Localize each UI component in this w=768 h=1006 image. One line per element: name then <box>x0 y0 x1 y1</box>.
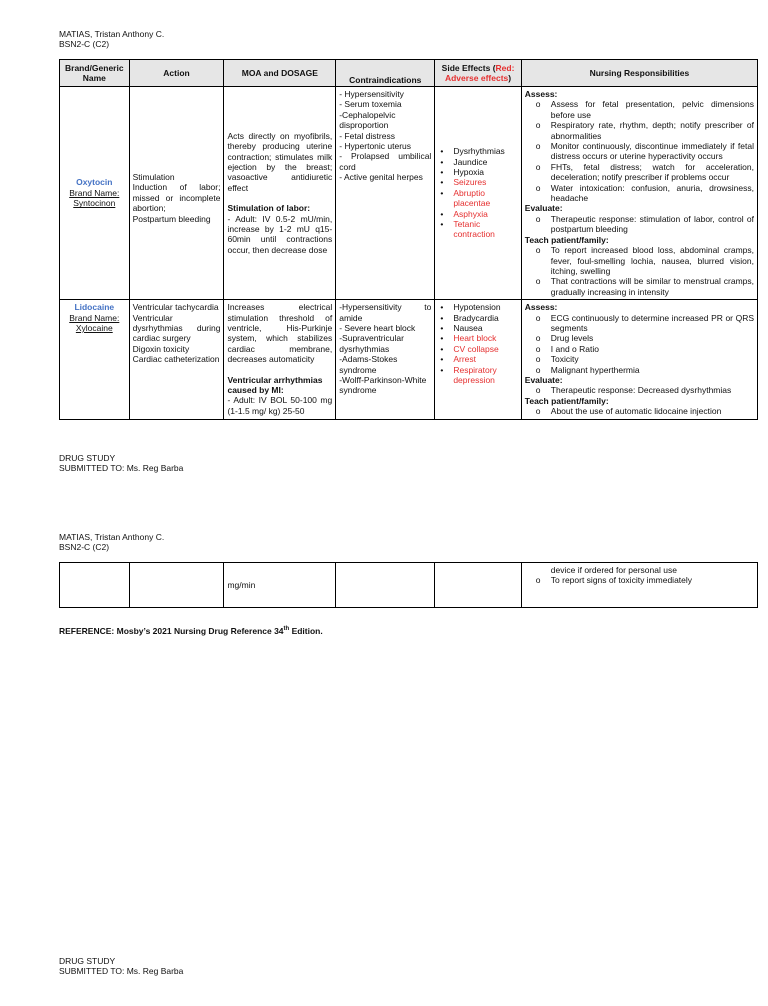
col-brand-generic: Brand/Generic Name <box>60 60 130 87</box>
list-item: o I and o Ratio <box>525 344 754 354</box>
evaluate-label: Evaluate: <box>524 374 563 385</box>
empty-cell <box>435 563 521 608</box>
list-item: o Toxicity <box>525 354 754 364</box>
action-line: Postpartum bleeding <box>132 213 211 224</box>
list-item: o Therapeutic response: Decreased dysrhythmias <box>525 385 754 395</box>
teach-label: Teach patient/family: <box>524 395 609 406</box>
list-item: o To report signs of toxicity immediately <box>525 575 754 585</box>
generic-name: Oxytocin <box>76 177 113 188</box>
lidocaine-nursing-continued <box>521 563 757 608</box>
page2-footer <box>59 956 183 976</box>
reference: REFERENCE: Mosby’s 2021 Nursing Drug Reference 34th Edition. <box>59 626 323 636</box>
action-line: Ventricular tachycardia <box>132 302 219 313</box>
list-item: • Jaundice <box>438 157 517 167</box>
assess-label: Assess: <box>524 89 558 99</box>
list-item: o Malignant hyperthermia <box>525 365 754 375</box>
oxytocin-name-cell <box>60 87 130 300</box>
footer-title: DRUG STUDY <box>59 956 116 966</box>
list-item: • Hypotension <box>438 302 517 312</box>
drug-study-table-continued <box>59 562 758 608</box>
student-section: BSN2-C (C2) <box>59 39 110 49</box>
list-item: -Adams-Stokes syndrome <box>339 354 398 375</box>
dose-text: - Adult: IV 0.5-2 mU/min, increase by 1-2 mU q15-60min until contractions occur, then decrease dose <box>227 213 333 255</box>
list-item: o FHTs, fetal distress; watch for acceleration, deceleration; notify prescriber if problems occur <box>525 162 754 183</box>
dose-title: Stimulation of labor: <box>227 203 311 214</box>
brand-label: Brand Name: <box>69 312 120 323</box>
action-line: Stimulation <box>132 172 175 183</box>
col-action: Action <box>129 60 224 87</box>
list-item: -Wolff-Parkinson-White syndrome <box>339 374 427 396</box>
list-item: • Seizures <box>438 177 517 187</box>
list-item: • Dysrhythmias <box>438 146 517 156</box>
lidocaine-name-cell <box>60 300 130 419</box>
list-item: -Supraventricular dysrhythmias <box>339 333 404 354</box>
oxytocin-nursing-cell <box>521 87 757 300</box>
dose-text: - Adult: IV BOL 50-100 mg (1-1.5 mg/ kg) 25-50 <box>227 395 333 416</box>
table-row-oxytocin <box>60 87 758 300</box>
adverse-legend: Red: Adverse effects <box>444 62 515 83</box>
list-item: o ECG continuously to determine increased PR or QRS segments <box>525 313 754 334</box>
table-row-lidocaine-continued <box>60 563 758 608</box>
page1-header <box>59 29 164 49</box>
list-item: -Cephalopelvic disproportion <box>339 109 396 131</box>
list-item: • Abruptio placentae <box>438 188 517 209</box>
list-item: - Severe heart block <box>339 322 416 333</box>
list-item: • Tetanic contraction <box>438 219 517 240</box>
footer-title: DRUG STUDY <box>59 453 116 463</box>
list-item: • Respiratory depression <box>438 365 517 386</box>
empty-cell <box>129 563 224 608</box>
list-item: o To report increased blood loss, abdominal cramps, fever, foul-smelling lochia, nausea, blurred vision, itching, swelling <box>525 245 754 276</box>
list-item: o Assess for fetal presentation, pelvic dimensions before use <box>525 99 754 120</box>
brand-name: Xylocaine <box>75 322 113 333</box>
student-section: BSN2-C (C2) <box>59 542 110 552</box>
oxytocin-action-cell <box>129 87 224 300</box>
page1-footer <box>59 453 183 473</box>
col-moa-dosage: MOA and DOSAGE <box>224 60 336 87</box>
action-line: Cardiac catheterization <box>132 354 220 365</box>
list-item: o Drug levels <box>525 333 754 343</box>
lidocaine-nursing-cell <box>521 300 757 419</box>
drug-study-table <box>59 59 758 420</box>
brand-name: Syntocinon <box>73 198 116 209</box>
brand-label: Brand Name: <box>69 187 120 198</box>
list-item: -Hypersensitivity to amide <box>339 302 432 323</box>
empty-cell <box>60 563 130 608</box>
oxytocin-moa-cell <box>224 87 336 300</box>
moa-text: Increases electrical stimulation threshold of ventricle, His-Purkinje system, which stabilizes cardiac membrane, decreases automaticity <box>227 302 333 365</box>
list-item: - Hypertonic uterus <box>339 141 412 152</box>
list-item: - Fetal distress <box>339 130 395 141</box>
oxytocin-side-effects-cell <box>435 87 521 300</box>
dose-title: Ventricular arrhythmias caused by MI: <box>227 374 323 395</box>
list-item: • Bradycardia <box>438 313 517 323</box>
action-line: Ventricular dysrhythmias during cardiac surgery <box>132 312 221 344</box>
list-item: o Monitor continuously, discontinue immediately if fetal distress occurs or uterine hyperactivity occurs <box>525 141 754 162</box>
list-item: - Active genital herpes <box>339 172 423 183</box>
student-name: MATIAS, Tristan Anthony C. <box>59 532 165 542</box>
table-row-lidocaine <box>60 300 758 419</box>
list-item: • Hypoxia <box>438 167 517 177</box>
lidocaine-contra-cell <box>336 300 435 419</box>
action-line: Digoxin toxicity <box>132 343 190 354</box>
generic-name: Lidocaine <box>74 302 115 313</box>
oxytocin-contra-cell <box>336 87 435 300</box>
teach-continued: device if ordered for personal use <box>550 565 677 575</box>
col-nursing-responsibilities: Nursing Responsibilities <box>521 60 757 87</box>
list-item: o Respiratory rate, rhythm, depth; notify prescriber of abnormalities <box>525 120 754 141</box>
footer-submitted: SUBMITTED TO: Ms. Reg Barba <box>59 966 184 976</box>
list-item: - Hypersensitivity <box>339 89 404 99</box>
list-item: • Asphyxia <box>438 209 517 219</box>
lidocaine-action-cell <box>129 300 224 419</box>
col-contraindications: Contraindications <box>336 60 435 87</box>
student-name: MATIAS, Tristan Anthony C. <box>59 29 165 39</box>
empty-cell <box>336 563 435 608</box>
evaluate-label: Evaluate: <box>524 203 563 214</box>
list-item: • CV collapse <box>438 344 517 354</box>
lidocaine-dose-continued: mg/min <box>224 563 336 608</box>
list-item: • Nausea <box>438 323 517 333</box>
list-item: • Heart block <box>438 333 517 343</box>
assess-label: Assess: <box>524 302 558 313</box>
list-item: o That contractions will be similar to menstrual cramps, gradually increasing in intensity <box>525 276 754 297</box>
moa-text: Acts directly on myofibrils, thereby producing uterine contraction; stimulates milk ejection by the breast; vasoactive antidiuretic effect <box>227 130 333 193</box>
footer-submitted: SUBMITTED TO: Ms. Reg Barba <box>59 463 184 473</box>
list-item: • Arrest <box>438 354 517 364</box>
action-line: Induction of labor; missed or incomplete abortion; <box>132 182 221 214</box>
col-side-effects: Side Effects (Red: Adverse effects) <box>435 60 521 87</box>
list-item: o Therapeutic response: stimulation of labor, control of postpartum bleeding <box>525 214 754 235</box>
lidocaine-moa-cell <box>224 300 336 419</box>
list-item: - Serum toxemia <box>339 99 402 110</box>
list-item: - Prolapsed umbilical cord <box>339 151 432 172</box>
page2-header <box>59 532 164 552</box>
list-item: o Water intoxication: confusion, anuria, drowsiness, headache <box>525 183 754 204</box>
list-item: o About the use of automatic lidocaine injection <box>525 406 754 416</box>
lidocaine-side-effects-cell <box>435 300 521 419</box>
teach-label: Teach patient/family: <box>524 234 609 245</box>
table-header-row <box>60 60 758 87</box>
